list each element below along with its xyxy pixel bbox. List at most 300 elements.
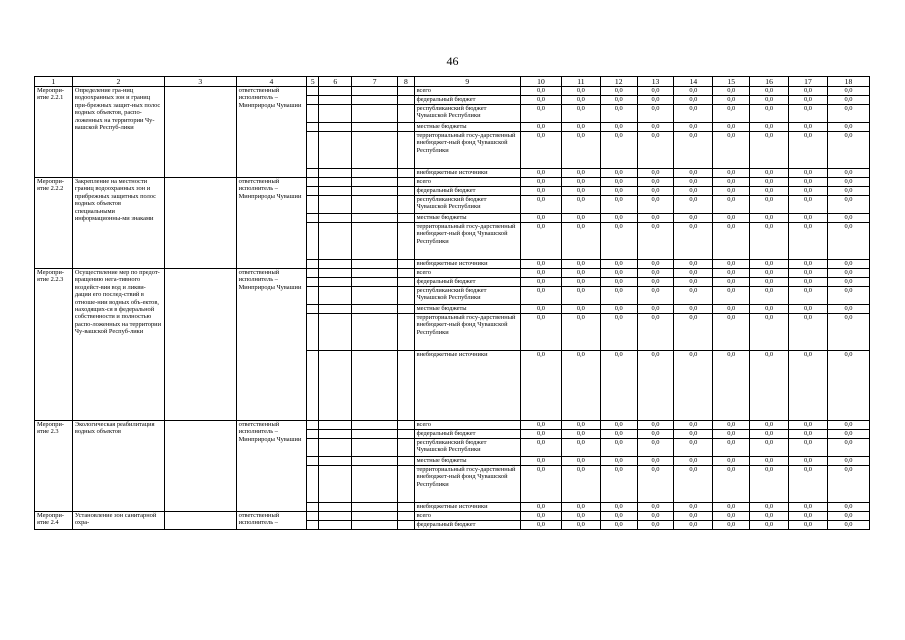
value-cell-col18: 0,0 xyxy=(827,223,869,260)
value-cell-col18: 0,0 xyxy=(827,457,869,466)
empty-cell-col5 xyxy=(307,223,319,260)
empty-cell-col8 xyxy=(398,314,414,351)
value-cell-col18: 0,0 xyxy=(827,96,869,105)
value-cell-col17: 0,0 xyxy=(789,214,828,223)
value-cell-col10: 0,0 xyxy=(520,314,561,351)
value-cell-col18: 0,0 xyxy=(827,87,869,96)
empty-cell-col6 xyxy=(319,503,352,512)
empty-cell-col5 xyxy=(307,278,319,287)
empty-cell-col5 xyxy=(307,512,319,521)
empty-cell-col8 xyxy=(398,105,414,123)
empty-cell-col3 xyxy=(164,512,236,530)
funding-source: внебюджетные источники xyxy=(414,503,520,512)
empty-cell-col7 xyxy=(352,132,398,169)
empty-cell-col8 xyxy=(398,287,414,305)
activity-name: Определение гра-ниц водоохранных зон и границ при-брежных защит-ных полос водных объектов, распо-ложенных на территории Чу-вашской Респуб-лики xyxy=(72,87,164,178)
empty-cell-col7 xyxy=(352,169,398,178)
value-cell-col16: 0,0 xyxy=(750,278,789,287)
value-cell-col12: 0,0 xyxy=(600,123,637,132)
value-cell-col15: 0,0 xyxy=(713,457,750,466)
funding-source: местные бюджеты xyxy=(414,214,520,223)
column-header-16: 16 xyxy=(750,77,789,87)
value-cell-col17: 0,0 xyxy=(789,123,828,132)
empty-cell-col7 xyxy=(352,123,398,132)
empty-cell-col5 xyxy=(307,457,319,466)
empty-cell-col6 xyxy=(319,196,352,214)
funding-source: федеральный бюджет xyxy=(414,187,520,196)
value-cell-col14: 0,0 xyxy=(674,96,713,105)
activity-code: Меропри-ятие 2.2.2 xyxy=(35,178,73,269)
empty-cell-col6 xyxy=(319,187,352,196)
value-cell-col16: 0,0 xyxy=(750,421,789,430)
value-cell-col10: 0,0 xyxy=(520,439,561,457)
empty-cell-col6 xyxy=(319,457,352,466)
value-cell-col14: 0,0 xyxy=(674,439,713,457)
funding-source: федеральный бюджет xyxy=(414,430,520,439)
activity-name: Установление зон санитарной охра- xyxy=(72,512,164,530)
value-cell-col11: 0,0 xyxy=(561,439,600,457)
empty-cell-col3 xyxy=(164,269,236,421)
value-cell-col15: 0,0 xyxy=(713,421,750,430)
value-cell-col17: 0,0 xyxy=(789,457,828,466)
empty-cell-col5 xyxy=(307,305,319,314)
value-cell-col18: 0,0 xyxy=(827,430,869,439)
budget-table xyxy=(34,76,870,530)
value-cell-col14: 0,0 xyxy=(674,305,713,314)
value-cell-col15: 0,0 xyxy=(713,521,750,530)
empty-cell-col5 xyxy=(307,269,319,278)
activity-name: Экологическая реабилитация водных объектов xyxy=(72,421,164,512)
column-header-4: 4 xyxy=(236,77,307,87)
table-row xyxy=(35,87,870,96)
funding-source: республиканский бюджет Чувашской Республики xyxy=(414,439,520,457)
column-header-18: 18 xyxy=(827,77,869,87)
empty-cell-col7 xyxy=(352,87,398,96)
value-cell-col11: 0,0 xyxy=(561,503,600,512)
value-cell-col13: 0,0 xyxy=(637,260,674,269)
empty-cell-col5 xyxy=(307,187,319,196)
empty-cell-col8 xyxy=(398,132,414,169)
empty-cell-col8 xyxy=(398,305,414,314)
empty-cell-col5 xyxy=(307,132,319,169)
empty-cell-col5 xyxy=(307,169,319,178)
value-cell-col11: 0,0 xyxy=(561,196,600,214)
value-cell-col12: 0,0 xyxy=(600,351,637,421)
empty-cell-col7 xyxy=(352,223,398,260)
value-cell-col15: 0,0 xyxy=(713,512,750,521)
value-cell-col12: 0,0 xyxy=(600,430,637,439)
empty-cell-col8 xyxy=(398,521,414,530)
empty-cell-col7 xyxy=(352,351,398,421)
empty-cell-col5 xyxy=(307,430,319,439)
value-cell-col16: 0,0 xyxy=(750,178,789,187)
value-cell-col14: 0,0 xyxy=(674,187,713,196)
value-cell-col12: 0,0 xyxy=(600,287,637,305)
value-cell-col15: 0,0 xyxy=(713,503,750,512)
empty-cell-col7 xyxy=(352,521,398,530)
value-cell-col14: 0,0 xyxy=(674,314,713,351)
value-cell-col17: 0,0 xyxy=(789,466,828,503)
value-cell-col17: 0,0 xyxy=(789,223,828,260)
value-cell-col10: 0,0 xyxy=(520,351,561,421)
empty-cell-col7 xyxy=(352,187,398,196)
value-cell-col14: 0,0 xyxy=(674,87,713,96)
empty-cell-col5 xyxy=(307,87,319,96)
value-cell-col13: 0,0 xyxy=(637,287,674,305)
empty-cell-col6 xyxy=(319,287,352,305)
value-cell-col13: 0,0 xyxy=(637,466,674,503)
empty-cell-col8 xyxy=(398,196,414,214)
value-cell-col18: 0,0 xyxy=(827,278,869,287)
empty-cell-col5 xyxy=(307,178,319,187)
empty-cell-col5 xyxy=(307,196,319,214)
value-cell-col16: 0,0 xyxy=(750,223,789,260)
value-cell-col18: 0,0 xyxy=(827,187,869,196)
funding-source: местные бюджеты xyxy=(414,457,520,466)
value-cell-col12: 0,0 xyxy=(600,305,637,314)
empty-cell-col6 xyxy=(319,123,352,132)
value-cell-col10: 0,0 xyxy=(520,503,561,512)
value-cell-col12: 0,0 xyxy=(600,466,637,503)
value-cell-col16: 0,0 xyxy=(750,351,789,421)
value-cell-col15: 0,0 xyxy=(713,430,750,439)
activity-name: Закрепление на местности границ водоохранных зон и прибрежных защитных полос водных объектов специальными информационны-ми знаками xyxy=(72,178,164,269)
value-cell-col10: 0,0 xyxy=(520,196,561,214)
empty-cell-col8 xyxy=(398,421,414,430)
value-cell-col18: 0,0 xyxy=(827,123,869,132)
funding-source: внебюджетные источники xyxy=(414,260,520,269)
funding-source: территориальный госу-дарственный внебюджет-ный фонд Чувашской Республики xyxy=(414,132,520,169)
value-cell-col11: 0,0 xyxy=(561,269,600,278)
value-cell-col18: 0,0 xyxy=(827,196,869,214)
value-cell-col17: 0,0 xyxy=(789,512,828,521)
value-cell-col17: 0,0 xyxy=(789,178,828,187)
empty-cell-col7 xyxy=(352,314,398,351)
value-cell-col11: 0,0 xyxy=(561,96,600,105)
funding-source: республиканский бюджет Чувашской Республики xyxy=(414,196,520,214)
empty-cell-col8 xyxy=(398,269,414,278)
value-cell-col15: 0,0 xyxy=(713,278,750,287)
value-cell-col16: 0,0 xyxy=(750,260,789,269)
value-cell-col16: 0,0 xyxy=(750,87,789,96)
value-cell-col12: 0,0 xyxy=(600,87,637,96)
funding-source: территориальный госу-дарственный внебюджет-ный фонд Чувашской Республики xyxy=(414,223,520,260)
value-cell-col10: 0,0 xyxy=(520,278,561,287)
funding-source: всего xyxy=(414,269,520,278)
value-cell-col16: 0,0 xyxy=(750,132,789,169)
value-cell-col18: 0,0 xyxy=(827,421,869,430)
value-cell-col10: 0,0 xyxy=(520,87,561,96)
value-cell-col13: 0,0 xyxy=(637,105,674,123)
value-cell-col18: 0,0 xyxy=(827,351,869,421)
empty-cell-col6 xyxy=(319,178,352,187)
value-cell-col15: 0,0 xyxy=(713,187,750,196)
value-cell-col16: 0,0 xyxy=(750,123,789,132)
value-cell-col13: 0,0 xyxy=(637,351,674,421)
value-cell-col15: 0,0 xyxy=(713,105,750,123)
value-cell-col17: 0,0 xyxy=(789,287,828,305)
column-header-11: 11 xyxy=(561,77,600,87)
value-cell-col16: 0,0 xyxy=(750,287,789,305)
value-cell-col10: 0,0 xyxy=(520,105,561,123)
value-cell-col17: 0,0 xyxy=(789,187,828,196)
empty-cell-col8 xyxy=(398,439,414,457)
value-cell-col13: 0,0 xyxy=(637,87,674,96)
empty-cell-col7 xyxy=(352,269,398,278)
value-cell-col13: 0,0 xyxy=(637,214,674,223)
empty-cell-col8 xyxy=(398,351,414,421)
empty-cell-col8 xyxy=(398,214,414,223)
value-cell-col17: 0,0 xyxy=(789,430,828,439)
column-header-14: 14 xyxy=(674,77,713,87)
value-cell-col16: 0,0 xyxy=(750,512,789,521)
activity-code: Меропри-ятие 2.2.1 xyxy=(35,87,73,178)
value-cell-col13: 0,0 xyxy=(637,196,674,214)
value-cell-col16: 0,0 xyxy=(750,187,789,196)
value-cell-col11: 0,0 xyxy=(561,421,600,430)
funding-source: внебюджетные источники xyxy=(414,169,520,178)
empty-cell-col3 xyxy=(164,421,236,512)
value-cell-col11: 0,0 xyxy=(561,132,600,169)
value-cell-col14: 0,0 xyxy=(674,260,713,269)
empty-cell-col7 xyxy=(352,512,398,521)
value-cell-col14: 0,0 xyxy=(674,178,713,187)
empty-cell-col3 xyxy=(164,87,236,178)
table-body xyxy=(35,77,870,530)
value-cell-col12: 0,0 xyxy=(600,260,637,269)
column-header-5: 5 xyxy=(307,77,319,87)
value-cell-col15: 0,0 xyxy=(713,169,750,178)
value-cell-col14: 0,0 xyxy=(674,105,713,123)
funding-source: всего xyxy=(414,87,520,96)
table-row xyxy=(35,421,870,430)
empty-cell-col7 xyxy=(352,278,398,287)
value-cell-col11: 0,0 xyxy=(561,105,600,123)
value-cell-col12: 0,0 xyxy=(600,196,637,214)
value-cell-col13: 0,0 xyxy=(637,314,674,351)
value-cell-col13: 0,0 xyxy=(637,503,674,512)
value-cell-col17: 0,0 xyxy=(789,269,828,278)
value-cell-col13: 0,0 xyxy=(637,439,674,457)
funding-source: местные бюджеты xyxy=(414,305,520,314)
value-cell-col13: 0,0 xyxy=(637,123,674,132)
value-cell-col14: 0,0 xyxy=(674,351,713,421)
value-cell-col18: 0,0 xyxy=(827,269,869,278)
value-cell-col11: 0,0 xyxy=(561,466,600,503)
value-cell-col11: 0,0 xyxy=(561,314,600,351)
value-cell-col17: 0,0 xyxy=(789,305,828,314)
value-cell-col11: 0,0 xyxy=(561,457,600,466)
responsible-executor: ответственный исполнитель – Минприроды Чувашии xyxy=(236,178,307,269)
value-cell-col14: 0,0 xyxy=(674,421,713,430)
empty-cell-col6 xyxy=(319,223,352,260)
empty-cell-col5 xyxy=(307,123,319,132)
value-cell-col16: 0,0 xyxy=(750,169,789,178)
value-cell-col18: 0,0 xyxy=(827,105,869,123)
value-cell-col11: 0,0 xyxy=(561,169,600,178)
responsible-executor: ответственный исполнитель – Минприроды Чувашии xyxy=(236,269,307,421)
funding-source: республиканский бюджет Чувашской Республики xyxy=(414,105,520,123)
value-cell-col17: 0,0 xyxy=(789,260,828,269)
column-header-9: 9 xyxy=(414,77,520,87)
column-header-7: 7 xyxy=(352,77,398,87)
column-header-2: 2 xyxy=(72,77,164,87)
value-cell-col10: 0,0 xyxy=(520,305,561,314)
empty-cell-col7 xyxy=(352,178,398,187)
table-row xyxy=(35,269,870,278)
value-cell-col10: 0,0 xyxy=(520,132,561,169)
value-cell-col15: 0,0 xyxy=(713,178,750,187)
value-cell-col13: 0,0 xyxy=(637,187,674,196)
value-cell-col12: 0,0 xyxy=(600,439,637,457)
empty-cell-col6 xyxy=(319,269,352,278)
funding-source: местные бюджеты xyxy=(414,123,520,132)
value-cell-col17: 0,0 xyxy=(789,278,828,287)
value-cell-col12: 0,0 xyxy=(600,105,637,123)
value-cell-col16: 0,0 xyxy=(750,430,789,439)
value-cell-col12: 0,0 xyxy=(600,187,637,196)
empty-cell-col8 xyxy=(398,169,414,178)
value-cell-col13: 0,0 xyxy=(637,132,674,169)
empty-cell-col6 xyxy=(319,512,352,521)
empty-cell-col8 xyxy=(398,466,414,503)
funding-source: всего xyxy=(414,178,520,187)
empty-cell-col3 xyxy=(164,178,236,269)
value-cell-col12: 0,0 xyxy=(600,421,637,430)
funding-source: всего xyxy=(414,421,520,430)
empty-cell-col6 xyxy=(319,521,352,530)
value-cell-col13: 0,0 xyxy=(637,521,674,530)
empty-cell-col6 xyxy=(319,87,352,96)
value-cell-col15: 0,0 xyxy=(713,269,750,278)
value-cell-col16: 0,0 xyxy=(750,305,789,314)
value-cell-col10: 0,0 xyxy=(520,421,561,430)
empty-cell-col5 xyxy=(307,351,319,421)
value-cell-col16: 0,0 xyxy=(750,314,789,351)
empty-cell-col7 xyxy=(352,457,398,466)
value-cell-col15: 0,0 xyxy=(713,223,750,260)
page-number: 46 xyxy=(446,54,459,68)
value-cell-col11: 0,0 xyxy=(561,430,600,439)
value-cell-col15: 0,0 xyxy=(713,196,750,214)
empty-cell-col8 xyxy=(398,123,414,132)
value-cell-col17: 0,0 xyxy=(789,521,828,530)
responsible-executor: ответственный исполнитель – Минприроды Чувашии xyxy=(236,421,307,512)
column-header-10: 10 xyxy=(520,77,561,87)
value-cell-col12: 0,0 xyxy=(600,223,637,260)
value-cell-col13: 0,0 xyxy=(637,178,674,187)
empty-cell-col7 xyxy=(352,430,398,439)
value-cell-col12: 0,0 xyxy=(600,169,637,178)
value-cell-col15: 0,0 xyxy=(713,305,750,314)
value-cell-col12: 0,0 xyxy=(600,314,637,351)
funding-source: всего xyxy=(414,512,520,521)
empty-cell-col8 xyxy=(398,503,414,512)
value-cell-col18: 0,0 xyxy=(827,439,869,457)
empty-cell-col8 xyxy=(398,178,414,187)
empty-cell-col7 xyxy=(352,96,398,105)
value-cell-col18: 0,0 xyxy=(827,521,869,530)
value-cell-col14: 0,0 xyxy=(674,278,713,287)
value-cell-col16: 0,0 xyxy=(750,503,789,512)
value-cell-col10: 0,0 xyxy=(520,269,561,278)
empty-cell-col8 xyxy=(398,187,414,196)
value-cell-col11: 0,0 xyxy=(561,512,600,521)
value-cell-col11: 0,0 xyxy=(561,223,600,260)
empty-cell-col6 xyxy=(319,132,352,169)
value-cell-col17: 0,0 xyxy=(789,105,828,123)
value-cell-col15: 0,0 xyxy=(713,287,750,305)
value-cell-col14: 0,0 xyxy=(674,430,713,439)
value-cell-col17: 0,0 xyxy=(789,439,828,457)
value-cell-col14: 0,0 xyxy=(674,512,713,521)
value-cell-col13: 0,0 xyxy=(637,512,674,521)
value-cell-col13: 0,0 xyxy=(637,421,674,430)
column-header-8: 8 xyxy=(398,77,414,87)
empty-cell-col6 xyxy=(319,96,352,105)
value-cell-col13: 0,0 xyxy=(637,223,674,260)
empty-cell-col7 xyxy=(352,466,398,503)
column-header-1: 1 xyxy=(35,77,73,87)
value-cell-col15: 0,0 xyxy=(713,314,750,351)
value-cell-col14: 0,0 xyxy=(674,123,713,132)
funding-source: федеральный бюджет xyxy=(414,96,520,105)
value-cell-col10: 0,0 xyxy=(520,178,561,187)
value-cell-col12: 0,0 xyxy=(600,512,637,521)
empty-cell-col5 xyxy=(307,503,319,512)
funding-source: территориальный госу-дарственный внебюджет-ный фонд Чувашской Республики xyxy=(414,314,520,351)
value-cell-col10: 0,0 xyxy=(520,96,561,105)
column-header-12: 12 xyxy=(600,77,637,87)
empty-cell-col6 xyxy=(319,105,352,123)
value-cell-col10: 0,0 xyxy=(520,169,561,178)
empty-cell-col6 xyxy=(319,314,352,351)
value-cell-col11: 0,0 xyxy=(561,278,600,287)
value-cell-col15: 0,0 xyxy=(713,466,750,503)
value-cell-col15: 0,0 xyxy=(713,439,750,457)
value-cell-col12: 0,0 xyxy=(600,503,637,512)
empty-cell-col7 xyxy=(352,439,398,457)
value-cell-col10: 0,0 xyxy=(520,214,561,223)
value-cell-col15: 0,0 xyxy=(713,87,750,96)
value-cell-col13: 0,0 xyxy=(637,278,674,287)
empty-cell-col6 xyxy=(319,439,352,457)
value-cell-col10: 0,0 xyxy=(520,287,561,305)
empty-cell-col6 xyxy=(319,421,352,430)
empty-cell-col8 xyxy=(398,278,414,287)
empty-cell-col5 xyxy=(307,214,319,223)
value-cell-col16: 0,0 xyxy=(750,521,789,530)
activity-code: Меропри-ятие 2.2.3 xyxy=(35,269,73,421)
value-cell-col18: 0,0 xyxy=(827,287,869,305)
value-cell-col18: 0,0 xyxy=(827,503,869,512)
value-cell-col14: 0,0 xyxy=(674,214,713,223)
value-cell-col13: 0,0 xyxy=(637,269,674,278)
value-cell-col11: 0,0 xyxy=(561,305,600,314)
value-cell-col11: 0,0 xyxy=(561,351,600,421)
empty-cell-col8 xyxy=(398,87,414,96)
column-header-6: 6 xyxy=(319,77,352,87)
value-cell-col18: 0,0 xyxy=(827,260,869,269)
table-row xyxy=(35,178,870,187)
empty-cell-col8 xyxy=(398,457,414,466)
value-cell-col15: 0,0 xyxy=(713,351,750,421)
value-cell-col11: 0,0 xyxy=(561,521,600,530)
value-cell-col15: 0,0 xyxy=(713,214,750,223)
empty-cell-col5 xyxy=(307,260,319,269)
value-cell-col16: 0,0 xyxy=(750,105,789,123)
value-cell-col14: 0,0 xyxy=(674,269,713,278)
